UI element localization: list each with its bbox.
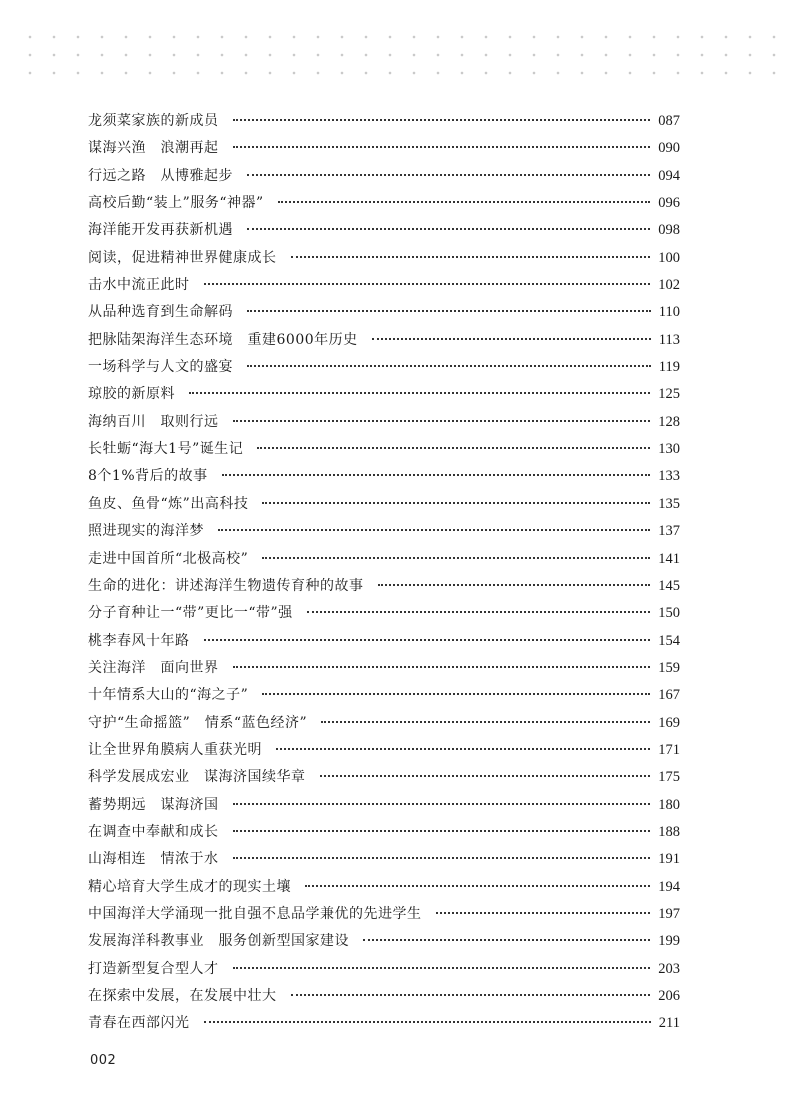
dot-leader [257,447,650,449]
toc-entry [88,846,680,873]
toc-entry-page: 098 [658,222,680,239]
dot-leader [262,502,650,504]
toc-entry-page: 169 [658,714,680,731]
dot-leader [233,420,651,422]
toc-entry [88,901,680,928]
dot-leader [436,912,651,914]
toc-entry [88,108,680,135]
toc-entry-page: 191 [658,851,680,868]
dot-leader [320,775,651,777]
toc-entry-title: 走进中国首所“北极高校” [88,550,249,567]
toc-entry-title: 让全世界角膜病人重获光明 [88,741,262,758]
toc-entry [88,928,680,955]
dot-leader [233,146,651,148]
toc-entry [88,573,680,600]
toc-entry-title: 龙须菜家族的新成员 [88,113,219,129]
toc-entry-page: 171 [658,741,680,758]
toc-entry [88,463,680,490]
toc-entry [88,217,680,244]
dot-leader [233,857,651,859]
dot-leader [291,994,651,996]
toc-entry-title: 琼胶的新原料 [88,386,175,403]
toc-entry-title: 从品种选育到生命解码 [88,304,233,321]
toc-entry-title: 十年情系大山的“海之子” [88,687,249,704]
toc-entry [88,600,680,627]
toc-entry [88,628,680,655]
toc-entry [88,190,680,217]
dot-leader [262,693,650,695]
toc-entry-page: 113 [658,331,680,348]
toc-entry-page: 087 [658,113,680,129]
toc-entry [88,764,680,791]
toc-entry-page: 194 [658,878,680,895]
dot-leader [378,584,651,586]
toc-entry [88,819,680,846]
dot-leader [278,201,651,203]
dot-leader [233,967,651,969]
toc-entry-title: 蓄势期远 谋海济国 [88,796,219,813]
toc-entry-title: 行远之路 从博雅起步 [88,167,233,184]
dot-leader [233,803,651,805]
toc-entry [88,682,680,709]
toc-entry-page: 154 [658,632,680,649]
dot-leader [305,885,650,887]
toc-entry-page: 125 [658,386,680,403]
toc-entry [88,983,680,1010]
dot-leader [233,830,651,832]
toc-entry-title: 阅读，促进精神世界健康成长 [88,249,277,266]
toc-entry-title: 科学发展成宏业 谋海济国续华章 [88,769,306,786]
dot-leader [204,639,651,641]
dot-leader [247,228,650,230]
toc-entry-title: 海纳百川 取则行远 [88,413,219,430]
toc-entry [88,792,680,819]
toc-entry-page: 175 [658,769,680,786]
table-of-contents [88,108,680,1038]
toc-entry [88,327,680,354]
toc-entry [88,737,680,764]
dot-leader [233,666,651,668]
dot-leader [307,611,651,613]
toc-entry [88,436,680,463]
dot-leader [218,529,650,531]
toc-entry-title: 生命的进化：讲述海洋生物遗传育种的故事 [88,577,364,594]
dot-leader [321,721,650,723]
toc-entry-page: 130 [658,441,680,458]
dot-leader [372,338,651,340]
toc-entry [88,381,680,408]
toc-entry-page: 145 [658,577,680,594]
dot-leader [247,174,650,176]
dot-leader [204,283,651,285]
decorative-dot-pattern [18,28,788,78]
toc-entry-title: 山海相连 情浓于水 [88,851,219,868]
toc-entry [88,135,680,162]
dot-leader [189,392,650,394]
toc-entry-title: 照进现实的海洋梦 [88,523,204,540]
dot-leader [363,939,650,941]
toc-entry [88,245,680,272]
toc-entry-page: 197 [658,905,680,922]
dot-leader [247,365,651,367]
toc-entry-page: 133 [658,468,680,485]
dot-leader [222,474,651,476]
toc-entry [88,1010,680,1037]
toc-entry-page: 135 [658,495,680,512]
toc-entry-title: 守护“生命摇篮” 情系“蓝色经济” [88,714,308,731]
toc-entry-title: 在调查中奉献和成长 [88,823,219,840]
toc-entry [88,518,680,545]
dot-leader [247,310,651,312]
dot-leader [204,1021,651,1023]
toc-entry-page: 167 [658,687,680,704]
toc-entry [88,491,680,518]
toc-entry [88,163,680,190]
toc-entry [88,874,680,901]
toc-entry-page: 188 [658,823,680,840]
toc-entry-title: 中国海洋大学涌现一批自强不息品学兼优的先进学生 [88,905,422,922]
toc-entry-page: 100 [658,249,680,266]
toc-entry-title: 青春在西部闪光 [88,1015,190,1032]
toc-entry [88,354,680,381]
toc-entry-title: 在探索中发展，在发展中壮大 [88,988,277,1004]
toc-entry-title: 海洋能开发再获新机遇 [88,222,233,239]
toc-entry-title: 高校后勤“装上”服务“神器” [88,195,264,212]
toc-entry-page: 141 [658,550,680,567]
toc-entry [88,710,680,737]
toc-entry-page: 203 [658,960,680,977]
toc-entry [88,655,680,682]
toc-entry-title: 分子育种让一“带”更比一“带”强 [88,605,293,622]
toc-entry-title: 长牡蛎“海大1号”诞生记 [88,441,244,458]
toc-entry-title: 谋海兴渔 浪潮再起 [88,140,219,157]
toc-entry-title: 精心培育大学生成才的现实土壤 [88,878,291,895]
dot-leader [233,119,651,121]
toc-entry-title: 桃李春风十年路 [88,632,190,649]
toc-entry-title: 鱼皮、鱼骨“炼”出高科技 [88,495,249,512]
dot-leader [276,748,650,750]
page-number: 002 [90,1053,117,1068]
toc-entry [88,546,680,573]
toc-entry-title: 一场科学与人文的盛宴 [88,359,233,376]
toc-entry-page: 094 [658,167,680,184]
toc-entry-page: 150 [658,605,680,622]
toc-entry-page: 096 [658,195,680,212]
toc-entry-page: 206 [658,988,680,1004]
toc-entry-page: 119 [658,359,680,376]
toc-entry [88,956,680,983]
toc-entry-title: 把脉陆架海洋生态环境 重建6000年历史 [88,331,358,348]
toc-entry-title: 发展海洋科教事业 服务创新型国家建设 [88,933,349,950]
toc-entry-page: 199 [658,933,680,950]
toc-entry-page: 110 [658,304,680,321]
dot-leader [291,256,651,258]
toc-entry-title: 8个1%背后的故事 [88,468,208,485]
dot-leader [262,557,650,559]
toc-entry-page: 137 [658,523,680,540]
toc-entry [88,409,680,436]
toc-entry-title: 打造新型复合型人才 [88,960,219,977]
toc-entry-page: 159 [658,659,680,676]
toc-entry [88,299,680,326]
toc-entry [88,272,680,299]
toc-entry-page: 211 [658,1015,680,1032]
toc-entry-page: 180 [658,796,680,813]
toc-entry-page: 128 [658,413,680,430]
toc-entry-page: 102 [658,277,680,294]
toc-entry-title: 击水中流正此时 [88,277,190,294]
toc-entry-title: 关注海洋 面向世界 [88,659,219,676]
toc-entry-page: 090 [658,140,680,157]
